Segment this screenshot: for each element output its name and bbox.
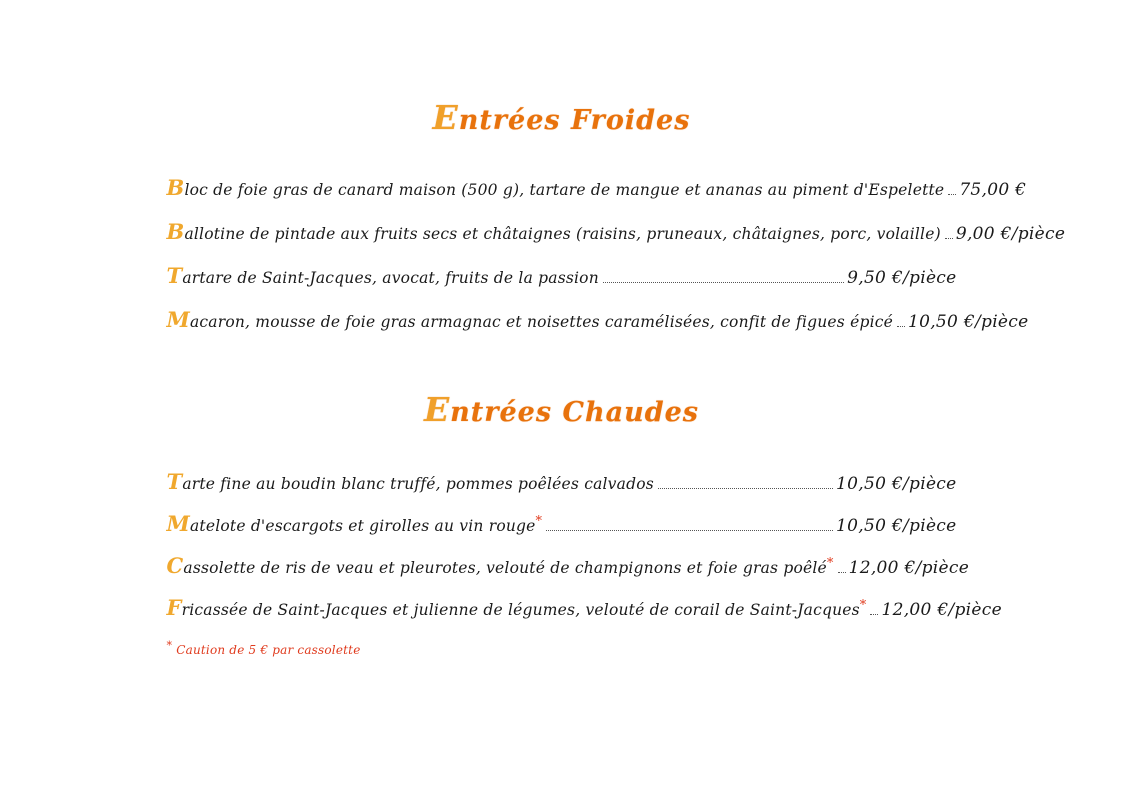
menu-item-price: 9,50 €/pièce — [847, 268, 957, 288]
section-title-cold — [0, 98, 1123, 137]
item-name-text: arte fine au boudin blanc truffé, pommes poêlées calvados — [182, 475, 654, 493]
menu-item-name — [167, 553, 834, 578]
item-name-text: assolette de ris de veau et pleurotes, velouté de champignons et foie gras poêlé — [183, 559, 827, 577]
menu-item-price: 9,00 €/pièce — [955, 224, 1066, 244]
menu-item-price: 10,50 €/pièce — [836, 474, 957, 494]
menu-item-name — [167, 595, 867, 620]
item-drop-cap: M — [166, 511, 190, 536]
menu-item — [167, 469, 957, 511]
menu-item — [167, 511, 957, 553]
menu-item-list-hot — [0, 469, 1123, 637]
menu-item-name — [167, 175, 945, 200]
item-drop-cap: M — [166, 307, 190, 332]
section-title-text: ntrées Chaudes — [450, 397, 699, 428]
menu-section-hot — [0, 390, 1123, 657]
menu-item-price: 12,00 €/pièce — [881, 600, 1002, 620]
item-drop-cap: B — [166, 175, 185, 200]
menu-item-name — [167, 511, 543, 536]
section-title-text: ntrées Froides — [458, 105, 691, 136]
footnote-marker-icon: * — [826, 555, 834, 571]
menu-item — [166, 595, 1002, 637]
footnote-marker-icon: * — [535, 513, 543, 529]
leader-dots — [546, 530, 833, 531]
menu-item — [166, 175, 1027, 219]
menu-item — [166, 219, 1066, 263]
menu-item-name — [167, 219, 941, 244]
menu-item-name — [167, 307, 894, 332]
section-title-hot — [0, 390, 1123, 429]
footnote-marker-icon: * — [166, 639, 173, 652]
leader-dots — [870, 614, 878, 615]
menu-item-price: 75,00 € — [959, 180, 1027, 200]
section-title-drop-cap: E — [424, 390, 451, 429]
menu-item — [167, 263, 957, 307]
leader-dots — [948, 194, 956, 195]
item-drop-cap: T — [166, 469, 183, 494]
leader-dots — [658, 488, 833, 489]
menu-item-price: 12,00 €/pièce — [848, 558, 970, 578]
leader-dots — [838, 572, 846, 573]
item-name-text: loc de foie gras de canard maison (500 g), tartare de mangue et ananas au piment d'Espelette — [184, 181, 945, 199]
item-drop-cap: B — [166, 219, 185, 244]
menu-item — [166, 307, 1029, 351]
menu-item — [166, 553, 970, 595]
menu-item-list-cold — [0, 175, 1123, 351]
item-name-text: allotine de pintade aux fruits secs et châtaignes (raisins, pruneaux, châtaignes, porc, volaille) — [184, 225, 941, 243]
leader-dots — [603, 282, 844, 283]
item-name-text: ricassée de Saint-Jacques et julienne de légumes, velouté de corail de Saint-Jacques — [181, 601, 860, 619]
item-drop-cap: C — [166, 553, 184, 578]
menu-item-price: 10,50 €/pièce — [908, 312, 1029, 332]
footnote — [167, 639, 957, 657]
menu-section-cold — [0, 98, 1123, 351]
footnote-marker-icon: * — [859, 597, 867, 613]
section-title-drop-cap: E — [432, 98, 459, 137]
menu-item-price: 10,50 €/pièce — [836, 516, 957, 536]
item-name-text: artare de Saint-Jacques, avocat, fruits de la passion — [182, 269, 599, 287]
item-drop-cap: T — [166, 263, 183, 288]
menu-item-name — [167, 469, 654, 494]
leader-dots — [945, 238, 953, 239]
item-name-text: atelote d'escargots et girolles au vin rouge — [189, 517, 536, 535]
item-name-text: acaron, mousse de foie gras armagnac et noisettes caramélisées, confit de figues épicé — [189, 313, 893, 331]
menu-item-name — [167, 263, 599, 288]
leader-dots — [897, 326, 905, 327]
item-drop-cap: F — [166, 595, 182, 620]
footnote-text: Caution de 5 € par cassolette — [176, 643, 361, 657]
